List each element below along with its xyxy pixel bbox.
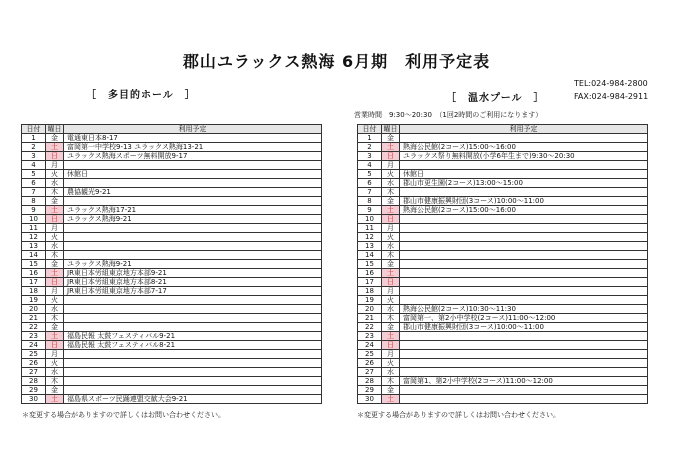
usage-cell: 福島民報 太鼓フェスティバル8-21	[64, 341, 322, 350]
usage-cell: ユラックス祭り無料開放(小学6年生まで)9:30～20:30	[400, 152, 648, 161]
usage-cell: ユラックス熱海9-21	[64, 260, 322, 269]
weekday-cell: 金	[382, 134, 400, 143]
day-cell: 17	[358, 278, 382, 287]
usage-cell: JR東日本労組東京地方本部8-21	[64, 278, 322, 287]
weekday-cell: 金	[46, 323, 64, 332]
weekday-cell: 金	[46, 260, 64, 269]
table-row	[22, 251, 322, 260]
day-cell: 2	[22, 143, 46, 152]
usage-cell	[64, 350, 322, 359]
table-row	[358, 377, 648, 386]
usage-cell	[64, 251, 322, 260]
day-cell: 3	[358, 152, 382, 161]
day-cell: 27	[22, 368, 46, 377]
weekday-cell: 月	[46, 350, 64, 359]
day-cell: 8	[22, 197, 46, 206]
table-row	[22, 323, 322, 332]
day-cell: 2	[358, 143, 382, 152]
day-cell: 18	[358, 287, 382, 296]
weekday-cell: 土	[382, 143, 400, 152]
weekday-cell: 日	[46, 278, 64, 287]
table-row	[358, 287, 648, 296]
table-row	[358, 143, 648, 152]
day-cell: 18	[22, 287, 46, 296]
day-cell: 9	[22, 206, 46, 215]
table-row	[22, 161, 322, 170]
weekday-cell: 日	[46, 215, 64, 224]
col-header-usage: 利用予定	[400, 125, 648, 134]
weekday-cell: 木	[46, 377, 64, 386]
contact-info	[574, 77, 648, 103]
weekday-cell: 月	[382, 350, 400, 359]
day-cell: 30	[358, 395, 382, 404]
usage-cell: 福島民報 太鼓フェスティバル9-21	[64, 332, 322, 341]
day-cell: 14	[358, 251, 382, 260]
day-cell: 7	[22, 188, 46, 197]
weekday-cell: 金	[382, 323, 400, 332]
usage-cell	[400, 386, 648, 395]
day-cell: 14	[22, 251, 46, 260]
table-row	[358, 152, 648, 161]
weekday-cell: 火	[382, 296, 400, 305]
weekday-cell: 土	[382, 332, 400, 341]
col-header-day: 日付	[358, 125, 382, 134]
usage-cell: 休館日	[400, 170, 648, 179]
weekday-cell: 日	[382, 152, 400, 161]
weekday-cell: 土	[382, 269, 400, 278]
day-cell: 24	[358, 341, 382, 350]
day-cell: 25	[22, 350, 46, 359]
usage-cell	[400, 215, 648, 224]
table-header-row	[22, 125, 322, 134]
table-row	[358, 341, 648, 350]
weekday-cell: 火	[382, 170, 400, 179]
day-cell: 11	[22, 224, 46, 233]
day-cell: 16	[22, 269, 46, 278]
usage-cell	[64, 161, 322, 170]
table-row	[358, 305, 648, 314]
weekday-cell: 土	[382, 395, 400, 404]
usage-cell	[64, 179, 322, 188]
day-cell: 13	[358, 242, 382, 251]
weekday-cell: 水	[46, 242, 64, 251]
weekday-cell: 土	[46, 143, 64, 152]
pool-hours: 営業時間 9:30～20:30 （1回2時間のご利用になります）	[354, 111, 543, 119]
usage-cell: 農協観光9-21	[64, 188, 322, 197]
day-cell: 6	[22, 179, 46, 188]
table-row	[22, 179, 322, 188]
weekday-cell: 月	[382, 287, 400, 296]
table-row	[22, 377, 322, 386]
day-cell: 21	[358, 314, 382, 323]
usage-cell	[64, 224, 322, 233]
table-row	[358, 197, 648, 206]
usage-cell: 郡山市健康振興財団(3コース)10:00～11:00	[400, 197, 648, 206]
day-cell: 24	[22, 341, 46, 350]
table-row	[358, 188, 648, 197]
weekday-cell: 水	[382, 305, 400, 314]
table-row	[22, 305, 322, 314]
usage-cell	[64, 233, 322, 242]
tel-number: TEL:024-984-2800	[574, 79, 648, 88]
day-cell: 23	[22, 332, 46, 341]
weekday-cell: 金	[382, 197, 400, 206]
weekday-cell: 日	[46, 152, 64, 161]
usage-cell	[64, 314, 322, 323]
usage-cell	[400, 188, 648, 197]
table-row	[358, 323, 648, 332]
usage-cell: ユラックス熱海スポーツ無料開放9-17	[64, 152, 322, 161]
weekday-cell: 土	[382, 206, 400, 215]
day-cell: 1	[358, 134, 382, 143]
table-row	[22, 269, 322, 278]
weekday-cell: 水	[382, 179, 400, 188]
table-row	[22, 287, 322, 296]
usage-cell	[400, 260, 648, 269]
table-row	[22, 152, 322, 161]
usage-cell: 郡山市健康振興財団(3コース)10:00～11:00	[400, 323, 648, 332]
weekday-cell: 金	[46, 386, 64, 395]
weekday-cell: 木	[382, 188, 400, 197]
weekday-cell: 水	[46, 179, 64, 188]
table-row	[358, 170, 648, 179]
table-row	[358, 395, 648, 404]
schedule-table-hall	[21, 124, 322, 404]
table-row	[358, 269, 648, 278]
weekday-cell: 木	[46, 188, 64, 197]
day-cell: 21	[22, 314, 46, 323]
table-row	[22, 197, 322, 206]
weekday-cell: 日	[46, 341, 64, 350]
day-cell: 26	[358, 359, 382, 368]
usage-cell: 富岡第1、第2小中学校(2コース)11:00～12:00	[400, 377, 648, 386]
table-row	[22, 260, 322, 269]
weekday-cell: 土	[46, 269, 64, 278]
weekday-cell: 火	[46, 359, 64, 368]
table-row	[22, 386, 322, 395]
table-row	[358, 134, 648, 143]
col-header-weekday: 曜日	[383, 125, 398, 133]
usage-cell: JR東日本労組東京地方本部7-17	[64, 287, 322, 296]
usage-cell	[64, 359, 322, 368]
day-cell: 12	[22, 233, 46, 242]
day-cell: 29	[22, 386, 46, 395]
day-cell: 28	[22, 377, 46, 386]
day-cell: 3	[22, 152, 46, 161]
usage-cell	[400, 251, 648, 260]
day-cell: 27	[358, 368, 382, 377]
usage-cell	[400, 395, 648, 404]
day-cell: 10	[22, 215, 46, 224]
usage-cell	[400, 368, 648, 377]
table-row	[358, 206, 648, 215]
table-row	[22, 395, 322, 404]
table-row	[22, 350, 322, 359]
usage-cell	[400, 233, 648, 242]
day-cell: 12	[358, 233, 382, 242]
table-row	[358, 242, 648, 251]
usage-cell: 休館日	[64, 170, 322, 179]
day-cell: 5	[22, 170, 46, 179]
day-cell: 1	[22, 134, 46, 143]
weekday-cell: 水	[46, 368, 64, 377]
day-cell: 11	[358, 224, 382, 233]
day-cell: 25	[358, 350, 382, 359]
weekday-cell: 水	[382, 242, 400, 251]
usage-cell: 熱海公民館(2コース)15:00～16:00	[400, 206, 648, 215]
day-cell: 22	[358, 323, 382, 332]
weekday-cell: 月	[382, 161, 400, 170]
day-cell: 17	[22, 278, 46, 287]
day-cell: 8	[358, 197, 382, 206]
usage-cell	[400, 134, 648, 143]
usage-cell: JR東日本労組東京地方本部9-21	[64, 269, 322, 278]
table-row	[358, 179, 648, 188]
day-cell: 13	[22, 242, 46, 251]
table-row	[358, 332, 648, 341]
usage-cell: 熱海公民館(2コース)15:00～16:00	[400, 143, 648, 152]
weekday-cell: 火	[46, 170, 64, 179]
weekday-cell: 金	[382, 260, 400, 269]
weekday-cell: 木	[382, 377, 400, 386]
table-row	[22, 296, 322, 305]
weekday-cell: 土	[46, 395, 64, 404]
day-cell: 28	[358, 377, 382, 386]
weekday-cell: 木	[382, 251, 400, 260]
day-cell: 15	[358, 260, 382, 269]
usage-cell	[400, 161, 648, 170]
usage-cell: 電通東日本8-17	[64, 134, 322, 143]
table-row	[358, 296, 648, 305]
table-header-row	[358, 125, 648, 134]
weekday-cell: 木	[46, 251, 64, 260]
weekday-cell: 木	[46, 314, 64, 323]
table-row	[22, 170, 322, 179]
day-cell: 23	[358, 332, 382, 341]
weekday-cell: 火	[382, 233, 400, 242]
weekday-cell: 水	[46, 305, 64, 314]
table-row	[22, 143, 322, 152]
usage-cell	[400, 359, 648, 368]
usage-cell	[400, 296, 648, 305]
fax-number: FAX:024-984-2911	[574, 92, 649, 101]
footnote-hall: ＊変更する場合がありますので詳しくはお問い合わせください。	[22, 411, 225, 419]
table-row	[22, 314, 322, 323]
col-header-day: 日付	[22, 125, 46, 134]
section-title-hall: ［ 多目的ホール ］	[86, 90, 196, 101]
table-row	[358, 278, 648, 287]
weekday-cell: 月	[46, 224, 64, 233]
usage-cell: 福島県スポーツ民踊連盟交歓大会9-21	[64, 395, 322, 404]
day-cell: 10	[358, 215, 382, 224]
day-cell: 30	[22, 395, 46, 404]
weekday-cell: 木	[382, 314, 400, 323]
table-row	[22, 332, 322, 341]
weekday-cell: 火	[46, 296, 64, 305]
schedule-table-pool	[357, 124, 648, 404]
weekday-cell: 日	[382, 341, 400, 350]
footnote-pool: ＊変更する場合がありますので詳しくはお問い合わせください。	[357, 411, 560, 419]
table-row	[358, 386, 648, 395]
usage-cell	[400, 224, 648, 233]
day-cell: 15	[22, 260, 46, 269]
table-row	[358, 224, 648, 233]
table-row	[358, 359, 648, 368]
col-header-usage: 利用予定	[64, 125, 322, 134]
table-row	[22, 224, 322, 233]
usage-cell: 熱海公民館(2コース)10:30～11:30	[400, 305, 648, 314]
day-cell: 4	[22, 161, 46, 170]
usage-cell	[400, 278, 648, 287]
weekday-cell: 日	[382, 215, 400, 224]
table-row	[358, 314, 648, 323]
table-row	[22, 359, 322, 368]
usage-cell	[400, 287, 648, 296]
table-row	[22, 368, 322, 377]
table-row	[22, 215, 322, 224]
usage-cell	[64, 305, 322, 314]
table-row	[22, 341, 322, 350]
table-row	[22, 242, 322, 251]
weekday-cell: 月	[46, 161, 64, 170]
usage-cell	[64, 377, 322, 386]
day-cell: 6	[358, 179, 382, 188]
usage-cell	[64, 197, 322, 206]
weekday-cell: 日	[382, 278, 400, 287]
usage-cell	[400, 341, 648, 350]
day-cell: 19	[358, 296, 382, 305]
usage-cell	[64, 323, 322, 332]
usage-cell	[64, 386, 322, 395]
table-row	[358, 161, 648, 170]
weekday-cell: 月	[382, 224, 400, 233]
table-row	[22, 188, 322, 197]
col-header-weekday: 曜日	[47, 125, 62, 133]
usage-cell: 富岡第一、第2小中学校(2コース)11:00～12:00	[400, 314, 648, 323]
usage-cell	[64, 296, 322, 305]
usage-cell	[400, 332, 648, 341]
day-cell: 20	[358, 305, 382, 314]
table-row	[358, 215, 648, 224]
usage-cell	[400, 242, 648, 251]
table-row	[358, 260, 648, 269]
day-cell: 16	[358, 269, 382, 278]
table-row	[22, 134, 322, 143]
weekday-cell: 火	[46, 233, 64, 242]
table-row	[358, 251, 648, 260]
weekday-cell: 金	[382, 386, 400, 395]
usage-cell	[400, 269, 648, 278]
table-row	[358, 368, 648, 377]
weekday-cell: 土	[46, 332, 64, 341]
day-cell: 9	[358, 206, 382, 215]
day-cell: 7	[358, 188, 382, 197]
usage-cell: ユラックス熱海17-21	[64, 206, 322, 215]
table-row	[22, 206, 322, 215]
day-cell: 4	[358, 161, 382, 170]
day-cell: 19	[22, 296, 46, 305]
page-title: 郡山ユラックス熱海 6月期 利用予定表	[182, 52, 491, 71]
table-row	[22, 278, 322, 287]
weekday-cell: 金	[46, 134, 64, 143]
usage-cell: 郡山市更生園(2コース)13:00～15:00	[400, 179, 648, 188]
table-row	[358, 350, 648, 359]
table-row	[358, 233, 648, 242]
day-cell: 20	[22, 305, 46, 314]
usage-cell: ユラックス熱海9-21	[64, 215, 322, 224]
weekday-cell: 火	[382, 359, 400, 368]
table-row	[22, 233, 322, 242]
usage-cell	[400, 350, 648, 359]
day-cell: 5	[358, 170, 382, 179]
usage-cell	[64, 368, 322, 377]
usage-cell: 富岡第一中学校9-13 ユラックス熱海13-21	[64, 143, 322, 152]
weekday-cell: 土	[46, 206, 64, 215]
section-title-pool: ［ 温水プール ］	[446, 93, 545, 104]
weekday-cell: 水	[382, 368, 400, 377]
day-cell: 29	[358, 386, 382, 395]
day-cell: 26	[22, 359, 46, 368]
usage-cell	[64, 242, 322, 251]
day-cell: 22	[22, 323, 46, 332]
weekday-cell: 金	[46, 197, 64, 206]
weekday-cell: 月	[46, 287, 64, 296]
